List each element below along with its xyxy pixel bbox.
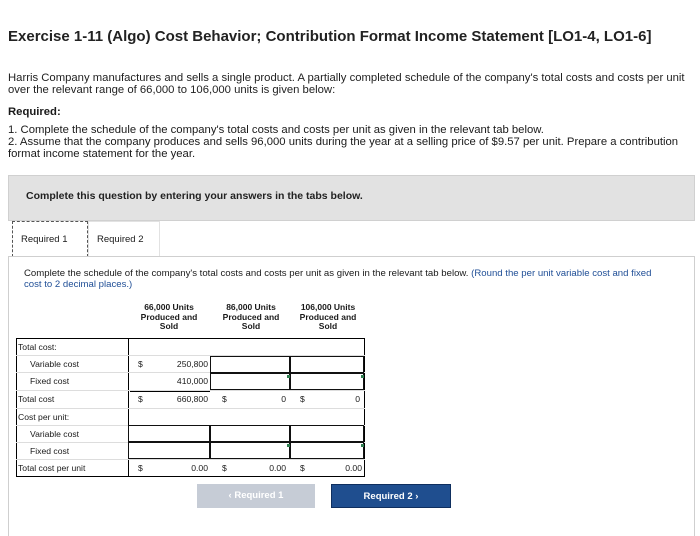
- table-border: [364, 338, 365, 476]
- table-border: [16, 338, 17, 476]
- col-header-66000: [131, 303, 207, 332]
- col-header-106000: [292, 303, 364, 332]
- c2-variable-cost-input[interactable]: [210, 356, 290, 373]
- table-divider: [16, 338, 365, 339]
- row-label-fixed-cost-pu: Fixed cost: [30, 446, 70, 456]
- c2-total-cost: 0: [281, 394, 286, 404]
- c3-variable-cost-input[interactable]: [290, 356, 364, 373]
- row-separator: [16, 459, 365, 460]
- intro-text: Harris Company manufactures and sells a single product. A partially completed schedule of the company's total costs and costs per unit over the relevant range of 66,000 to 106,000 units is given below:: [8, 72, 685, 96]
- currency-symbol: $: [138, 359, 143, 369]
- col-header-line: Sold: [241, 321, 261, 331]
- c2-fixed-cost-input[interactable]: [210, 373, 290, 390]
- row-label-variable-cost: Variable cost: [30, 359, 80, 369]
- row-label-cost-per-unit-header: Cost per unit:: [18, 412, 70, 422]
- col-header-line: 66,000 Units: [144, 302, 194, 312]
- col-header-line: Sold: [159, 321, 179, 331]
- col-header-line: 86,000 Units: [226, 302, 276, 312]
- instruction-note: (Round the per unit variable cost and fixed cost to 2 decimal places.): [24, 268, 652, 290]
- col-header-line: Sold: [318, 321, 338, 331]
- row-label-variable-cost-pu: Variable cost: [30, 429, 80, 439]
- banner-text: Complete this question by entering your answers in the tabs below.: [26, 190, 363, 202]
- row-label-total-cost: Total cost: [18, 394, 55, 404]
- subtotal-line: [130, 391, 210, 392]
- currency-symbol: $: [138, 394, 143, 404]
- row-separator: [16, 408, 365, 409]
- c3-fixed-cost-input[interactable]: [290, 373, 364, 390]
- prev-required-1-button[interactable]: ‹ Required 1: [197, 484, 315, 508]
- next-required-2-button[interactable]: Required 2 ›: [331, 484, 451, 508]
- col-header-86000: [212, 303, 290, 332]
- c3-fixed-cost-pu-input[interactable]: [290, 442, 364, 459]
- page-title: Exercise 1-11 (Algo) Cost Behavior; Contribution Format Income Statement [LO1-4, LO1-6]: [8, 28, 652, 45]
- col-header-line: 106,000 Units: [300, 302, 356, 312]
- c1-variable-cost: 250,800: [176, 359, 208, 369]
- c2-fixed-cost-pu-input[interactable]: [210, 442, 290, 459]
- instruction-main: Complete the schedule of the company's total costs and costs per unit as given in the relevant tab below.: [24, 268, 469, 279]
- required-heading: Required:: [8, 106, 61, 118]
- tab-required-1[interactable]: Required 1: [12, 221, 88, 257]
- c1-variable-cost-pu-input[interactable]: [128, 425, 210, 442]
- c3-total-cost: 0: [355, 394, 360, 404]
- currency-symbol: $: [138, 463, 143, 473]
- table-divider: [16, 476, 365, 477]
- c1-fixed-cost-pu-input[interactable]: [128, 442, 210, 459]
- c3-total-cost-per-unit: 0.00: [345, 463, 362, 473]
- input-indicator-icon: [361, 375, 364, 378]
- input-indicator-icon: [287, 444, 290, 447]
- col-header-line: Produced and: [222, 311, 280, 322]
- instruction-banner: [8, 175, 695, 221]
- c3-variable-cost-pu-input[interactable]: [290, 425, 364, 442]
- currency-symbol: $: [300, 463, 305, 473]
- c1-total-cost: 660,800: [176, 394, 208, 404]
- row-label-total-cost-per-unit: Total cost per unit: [18, 463, 86, 473]
- row-label-fixed-cost: Fixed cost: [30, 376, 70, 386]
- c1-fixed-cost: 410,000: [176, 376, 208, 386]
- input-indicator-icon: [361, 444, 364, 447]
- c2-variable-cost-pu-input[interactable]: [210, 425, 290, 442]
- input-indicator-icon: [287, 375, 290, 378]
- currency-symbol: $: [222, 394, 227, 404]
- currency-symbol: $: [222, 463, 227, 473]
- required-list: [8, 124, 688, 160]
- col-header-line: Produced and: [140, 311, 198, 322]
- row-label-total-cost-header: Total cost:: [18, 342, 57, 352]
- required-item-1: 1. Complete the schedule of the company's total costs and costs per unit as given in the relevant tab below.: [8, 124, 544, 136]
- c1-total-cost-per-unit: 0.00: [191, 463, 208, 473]
- tab-instruction: [24, 268, 664, 290]
- c2-total-cost-per-unit: 0.00: [269, 463, 286, 473]
- tab-required-2[interactable]: Required 2: [88, 221, 160, 257]
- required-item-2: 2. Assume that the company produces and sells 96,000 units during the year at a selling price of $9.57 per unit. Prepare a contribution format income statement for the year.: [8, 136, 679, 160]
- col-header-line: Produced and: [299, 311, 357, 322]
- currency-symbol: $: [300, 394, 305, 404]
